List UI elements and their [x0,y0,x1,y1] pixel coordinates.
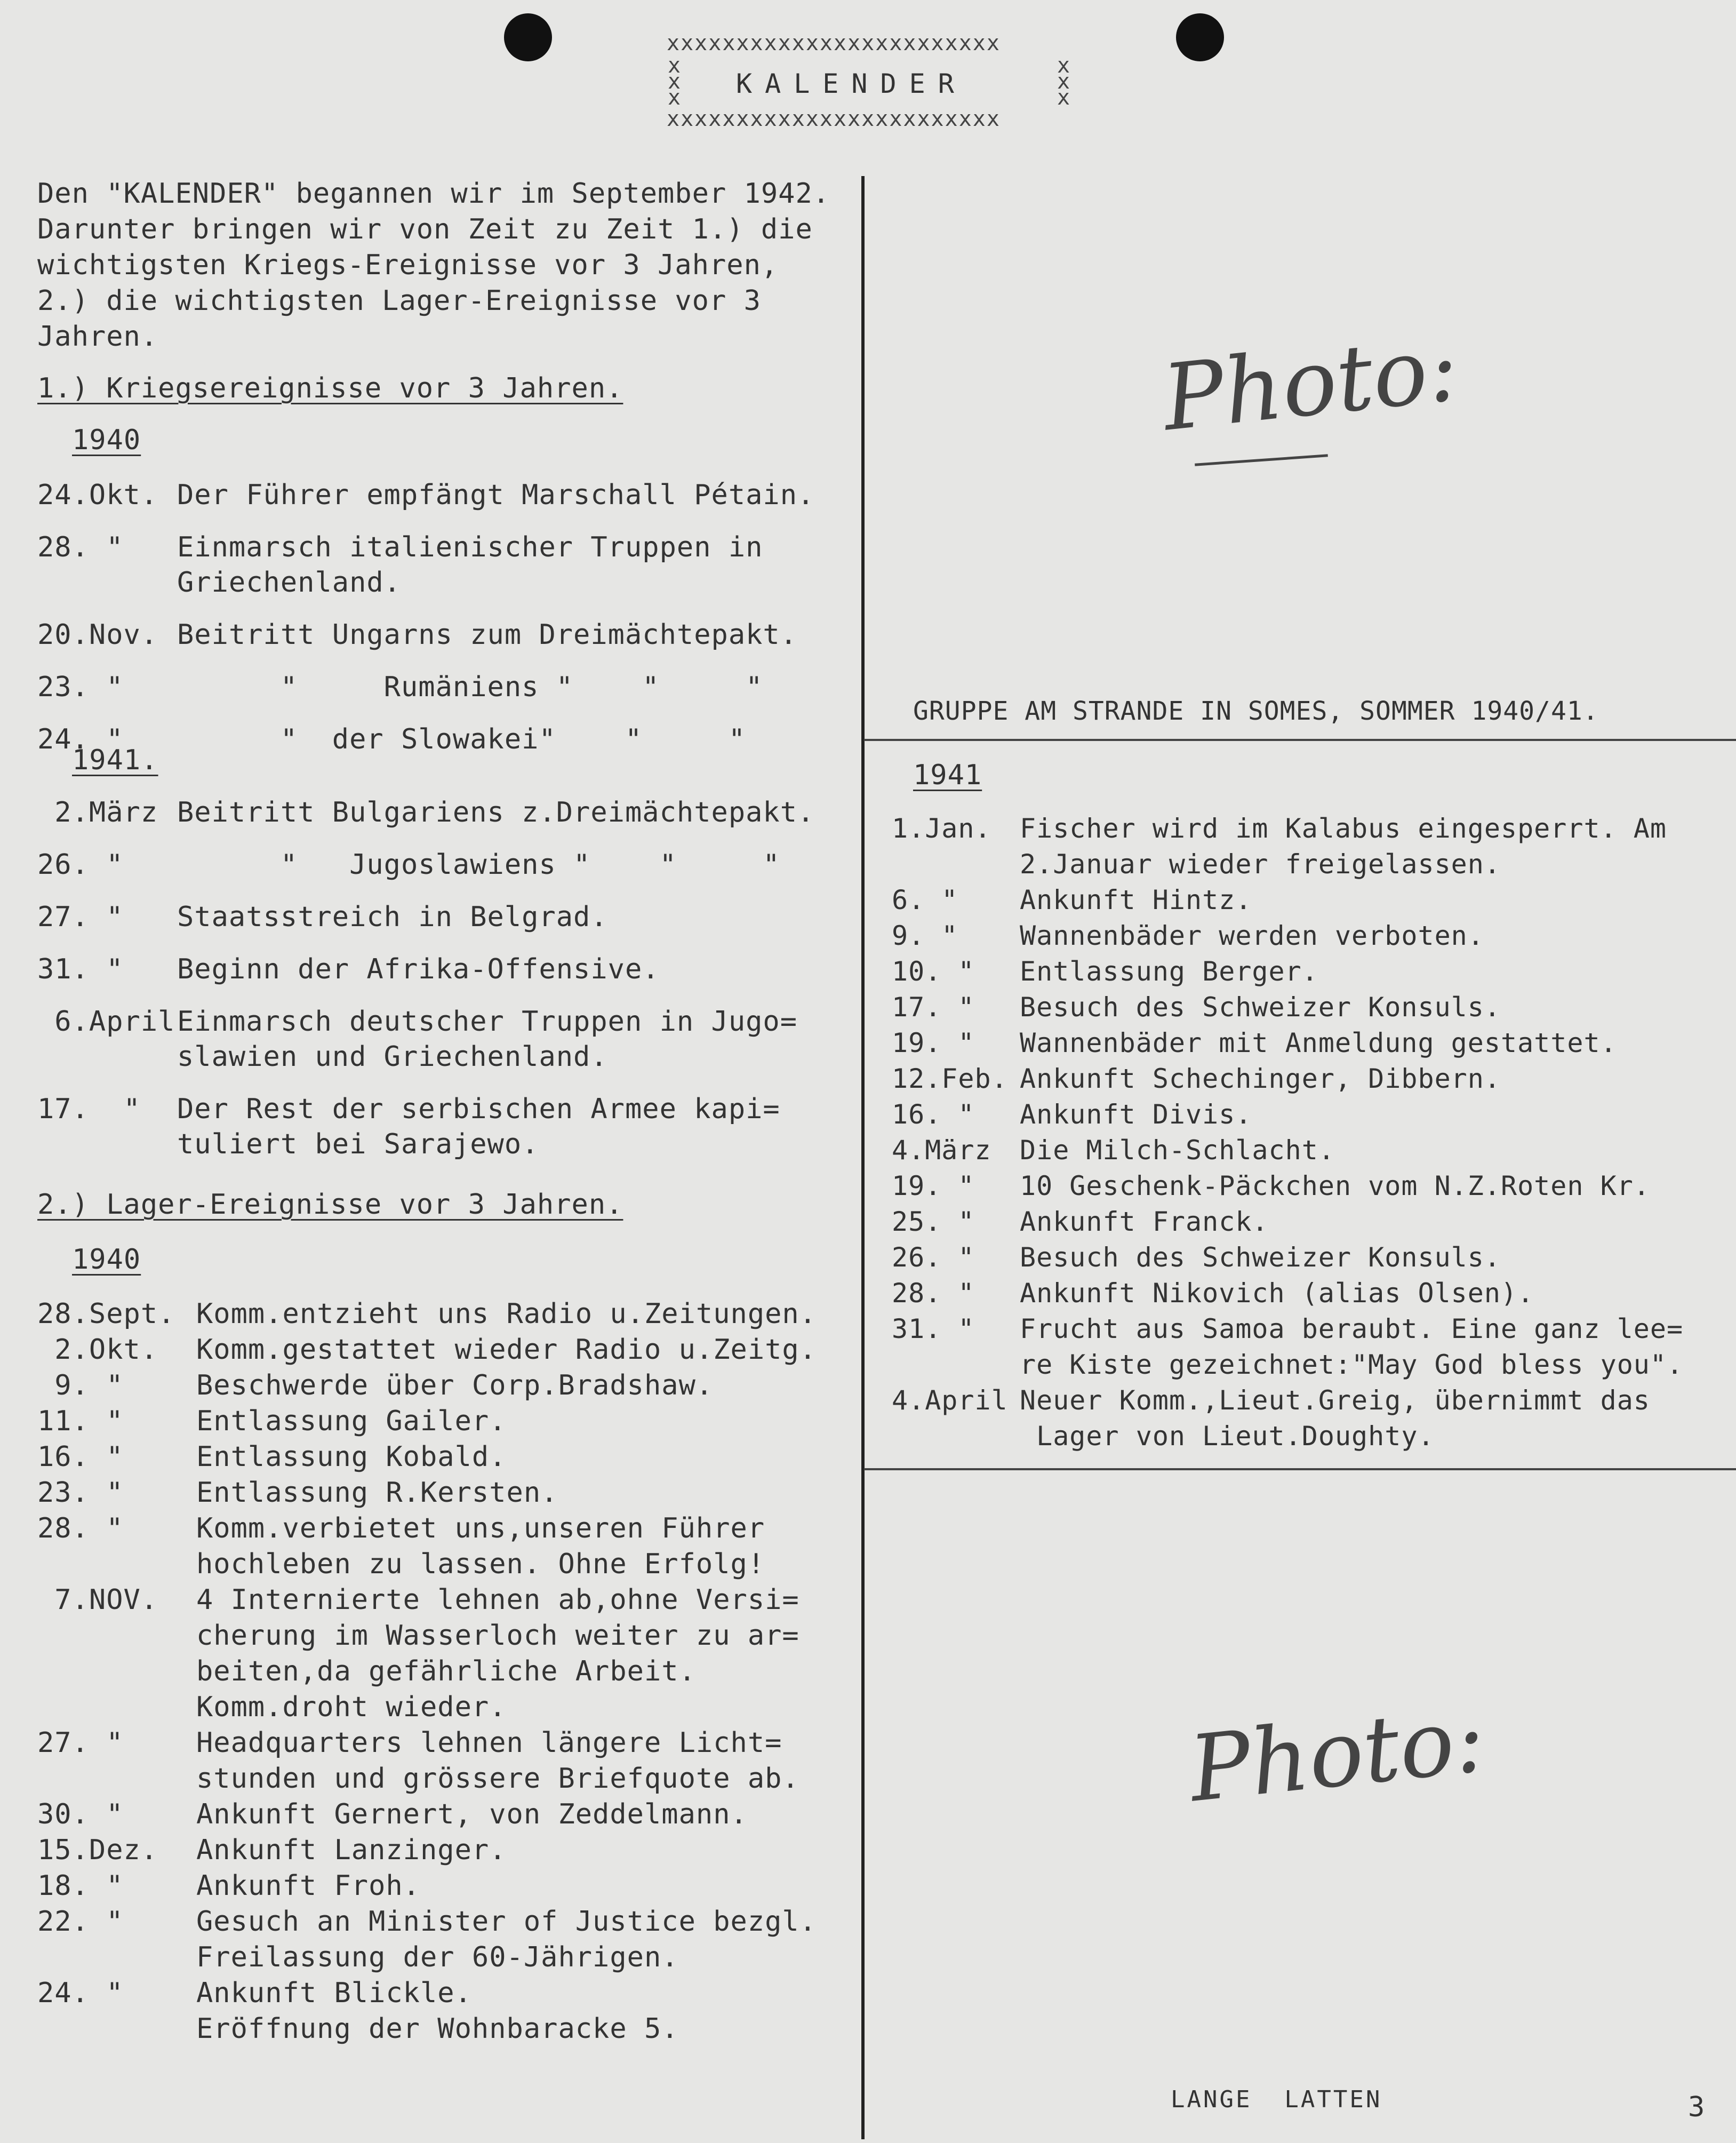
entry-text-line: tuliert bei Sarajewo. [177,1128,539,1160]
entry-date: 17. " [892,992,975,1023]
entry-text-line: " Rumäniens " " " [177,671,763,703]
entry-text [1020,1061,1501,1097]
year-heading: 1941 [913,759,982,791]
entry-text [196,1404,507,1439]
entry-text-line: Beitritt Ungarns zum Dreimächtepakt. [177,619,798,651]
calendar-entry [892,1311,1683,1383]
entry-date: 31. " [892,1313,975,1344]
entry-text [196,1475,558,1511]
calendar-entry [37,1296,817,1332]
entry-text-line: Komm.entzieht uns Radio u.Zeitungen. [196,1298,817,1330]
entry-date: 2.März [37,796,158,828]
entry-date: 7.NOV. [37,1584,158,1616]
intro-line: 2.) die wichtigsten Lager-Ereignisse vor 3 [37,285,761,317]
calendar-entry [892,882,1252,918]
entry-text-line: Einmarsch deutscher Truppen in Jugo= [177,1006,798,1038]
entry-date: 10. " [892,956,975,987]
entry-text [196,1439,507,1475]
entry-text-line: Eröffnung der Wohnbaracke 5. [196,2013,679,2045]
entry-text [177,1004,797,1074]
entry-date: 27. " [37,901,124,933]
calendar-entry [37,1439,507,1475]
entry-date: 24. " [37,1977,124,2009]
entry-text-line: " Jugoslawiens " " " [177,849,780,881]
entry-date: 20.Nov. [37,619,158,651]
entry-date: 16. " [892,1099,975,1130]
entry-text-line: Ankunft Froh. [196,1870,420,1902]
entry-date: 24. " [37,723,124,755]
entry-text-line: Die Milch-Schlacht. [1020,1135,1335,1166]
entry-text [1020,1311,1683,1383]
entry-text-line: cherung im Wasserloch weiter zu ar= [196,1620,799,1652]
entry-text [1020,811,1667,882]
entry-date: 23. " [37,671,124,703]
entry-date: 16. " [37,1441,124,1473]
entry-date: 12.Feb. [892,1063,1008,1094]
section-divider [864,1468,1736,1470]
entry-date: 19. " [892,1027,975,1058]
entry-date: 6. " [892,885,958,915]
calendar-entry [37,899,608,935]
calendar-entry [37,1975,679,2047]
entry-text-line: " der Slowakei" " " [177,723,746,755]
entry-text-line: Beitritt Bulgariens z.Dreimächtepakt. [177,796,815,828]
entry-text-line: Beschwerde über Corp.Bradshaw. [196,1369,714,1401]
calendar-entry [37,1833,507,1868]
entry-text-line: Entlassung Kobald. [196,1441,507,1473]
intro-line: Darunter bringen wir von Zeit zu Zeit 1.) die [37,213,813,245]
entry-text-line: Entlassung Berger. [1020,956,1318,987]
intro-line: Den "KALENDER" begannen wir im September 1942. [37,178,830,210]
entry-text-line: Frucht aus Samoa beraubt. Eine ganz lee= [1020,1313,1684,1344]
footer-publication-name: LANGE LATTEN [1171,2086,1382,2113]
calendar-entry [37,795,814,830]
year-heading: 1941. [72,744,158,776]
entry-text [177,617,797,652]
calendar-entry [892,1204,1269,1240]
entry-text [196,1975,679,2047]
entry-date: 25. " [892,1206,975,1237]
calendar-entry [892,1133,1335,1168]
calendar-entry [37,952,660,987]
entry-text [196,1582,799,1725]
entry-date: 24.Okt. [37,479,158,511]
photo-caption: GRUPPE AM STRANDE IN SOMES, SOMMER 1940/41. [913,696,1599,726]
entry-text-line: Entlassung R.Kersten. [196,1477,558,1509]
calendar-entry [892,1383,1650,1454]
calendar-entry [892,1061,1501,1097]
entry-text-line: Lager von Lieut.Doughty. [1020,1421,1435,1452]
entry-text-line: Ankunft Nikovich (alias Olsen). [1020,1278,1534,1309]
calendar-entry [37,1475,558,1511]
calendar-entry [892,1097,1252,1133]
entry-text-line: Beginn der Afrika-Offensive. [177,953,660,985]
entry-date: 19. " [892,1170,975,1201]
entry-text-line: Komm.verbietet uns,unseren Führer [196,1512,765,1544]
entry-text [1020,1025,1617,1061]
header-border-right: x x x [1057,53,1070,110]
entry-date: 28.Sept. [37,1298,175,1330]
calendar-entry [37,1797,748,1833]
calendar-entry [37,1404,507,1439]
entry-date: 28. " [37,531,124,563]
punch-hole-left [504,13,552,61]
entry-text [177,952,660,987]
entry-text-line: Der Führer empfängt Marschall Pétain. [177,479,815,511]
entry-text-line: Komm.droht wieder. [196,1691,507,1723]
header-border-top: xxxxxxxxxxxxxxxxxxxxxxxx [667,31,1001,55]
entry-text-line: Wannenbäder mit Anmeldung gestattet. [1020,1027,1617,1058]
entry-date: 30. " [37,1798,124,1830]
entry-text-line: Ankunft Franck. [1020,1206,1269,1237]
entry-text-line: Ankunft Hintz. [1020,885,1252,915]
calendar-entry [37,1868,420,1904]
entry-date: 28. " [37,1512,124,1544]
photo-placeholder-2: Photo: [1185,1686,1490,1823]
entry-date: 4.März [892,1135,991,1166]
entry-text-line: 4 Internierte lehnen ab,ohne Versi= [196,1584,799,1616]
calendar-entry [37,1332,817,1368]
intro-line: Jahren. [37,321,158,353]
calendar-entry [37,847,780,882]
entry-text-line: Besuch des Schweizer Konsuls. [1020,1242,1501,1273]
calendar-entry [37,1725,799,1797]
entry-text [1020,1276,1534,1311]
entry-text-line: Komm.gestattet wieder Radio u.Zeitg. [196,1334,817,1366]
entry-text-line: Ankunft Gernert, von Zeddelmann. [196,1798,748,1830]
calendar-entry [892,1025,1617,1061]
entry-text-line: Staatsstreich in Belgrad. [177,901,608,933]
column-divider [861,176,865,2139]
intro-line: wichtigsten Kriegs-Ereignisse vor 3 Jahren, [37,249,779,281]
entry-text-line: slawien und Griechenland. [177,1041,608,1073]
intro-paragraph [37,176,830,355]
calendar-entry [37,1368,713,1404]
page-title: KALENDER [736,68,967,99]
entry-text [177,477,814,513]
photo-underline-1 [1195,454,1328,466]
header-border-bottom: xxxxxxxxxxxxxxxxxxxxxxxx [667,107,1001,131]
entry-date: 28. " [892,1278,975,1309]
entry-text [1020,918,1484,954]
entry-date: 1.Jan. [892,813,991,844]
entry-text [196,1296,817,1332]
entry-text-line: Entlassung Gailer. [196,1405,507,1437]
calendar-entry [37,1511,765,1582]
entry-text-line: 10 Geschenk-Päckchen vom N.Z.Roten Kr. [1020,1170,1650,1201]
entry-date: 26. " [37,849,124,881]
caption-divider [864,739,1736,741]
entry-text [196,1368,713,1404]
entry-date: 18. " [37,1870,124,1902]
calendar-entry [37,617,797,652]
entry-text-line: Ankunft Blickle. [196,1977,472,2009]
calendar-entry [892,1276,1534,1311]
entry-text [196,1904,817,1975]
entry-text [1020,1383,1650,1454]
calendar-entry [37,477,814,513]
calendar-entry [892,811,1667,882]
calendar-entry [892,990,1501,1025]
entry-text-line: stunden und grössere Briefquote ab. [196,1763,799,1795]
calendar-entry [37,670,763,705]
calendar-entry [37,1004,797,1074]
entry-text-line: Ankunft Schechinger, Dibbern. [1020,1063,1501,1094]
entry-date: 31. " [37,953,124,985]
entry-date: 23. " [37,1477,124,1509]
calendar-entry [37,1582,799,1725]
calendar-entry [37,1092,780,1162]
entry-text [1020,954,1318,990]
calendar-entry [892,918,1484,954]
entry-text-line: Der Rest der serbischen Armee kapi= [177,1093,780,1125]
entry-text [1020,1168,1650,1204]
entry-date: 17. " [37,1093,141,1125]
entry-text [1020,882,1252,918]
entry-date: 11. " [37,1405,124,1437]
entry-text [177,530,763,600]
entry-date: 15.Dez. [37,1834,158,1866]
entry-text-line: beiten,da gefährliche Arbeit. [196,1655,696,1687]
header-border-left: x x x [668,53,681,110]
entry-text-line: Freilassung der 60-Jährigen. [196,1941,679,1973]
entry-date: 6.April [37,1006,175,1038]
calendar-entry [37,1904,817,1975]
entry-date: 26. " [892,1242,975,1273]
entry-text-line: Wannenbäder werden verboten. [1020,920,1484,951]
entry-text [196,1725,799,1797]
entry-text-line: Headquarters lehnen längere Licht= [196,1727,782,1759]
entry-text [177,670,763,705]
calendar-entry [892,1240,1501,1276]
page-number: 3 [1688,2091,1707,2123]
entry-date: 22. " [37,1906,124,1938]
entry-text-line: re Kiste gezeichnet:"May God bless you". [1020,1349,1684,1380]
entry-text-line: Griechenland. [177,567,401,599]
entry-text-line: Ankunft Divis. [1020,1099,1252,1130]
entry-text [1020,1204,1269,1240]
entry-date: 4.April [892,1385,1008,1416]
entry-date: 2.Okt. [37,1334,158,1366]
punch-hole-right [1176,13,1224,61]
photo-placeholder-1: Photo: [1158,315,1463,452]
entry-text [177,1092,780,1162]
entry-text-line: Ankunft Lanzinger. [196,1834,507,1866]
entry-text [1020,1133,1335,1168]
entry-text [196,1868,420,1904]
entry-text-line: 2.Januar wieder freigelassen. [1020,849,1501,880]
section-heading-camp-events: 2.) Lager-Ereignisse vor 3 Jahren. [37,1189,623,1221]
entry-text [196,1332,817,1368]
entry-text [1020,990,1501,1025]
entry-text-line: Einmarsch italienischer Truppen in [177,531,763,563]
section-heading-war-events: 1.) Kriegsereignisse vor 3 Jahren. [37,372,623,404]
entry-text [177,722,746,757]
entry-text [177,899,608,935]
entry-text [1020,1097,1252,1133]
entry-text [177,795,814,830]
entry-text-line: Besuch des Schweizer Konsuls. [1020,992,1501,1023]
entry-date: 9. " [892,920,958,951]
year-heading: 1940 [72,1244,141,1276]
calendar-entry [37,530,763,600]
entry-text-line: Fischer wird im Kalabus eingesperrt. Am [1020,813,1667,844]
entry-text-line: Neuer Komm.,Lieut.Greig, übernimmt das [1020,1385,1650,1416]
entry-date: 9. " [37,1369,124,1401]
entry-date: 27. " [37,1727,124,1759]
entry-text [196,1833,507,1868]
calendar-entry [892,954,1318,990]
year-heading: 1940 [72,424,141,456]
calendar-entry [892,1168,1650,1204]
entry-text [196,1511,765,1582]
entry-text [1020,1240,1501,1276]
entry-text-line: hochleben zu lassen. Ohne Erfolg! [196,1548,765,1580]
entry-text [177,847,780,882]
entry-text-line: Gesuch an Minister of Justice bezgl. [196,1906,817,1938]
entry-text [196,1797,748,1833]
